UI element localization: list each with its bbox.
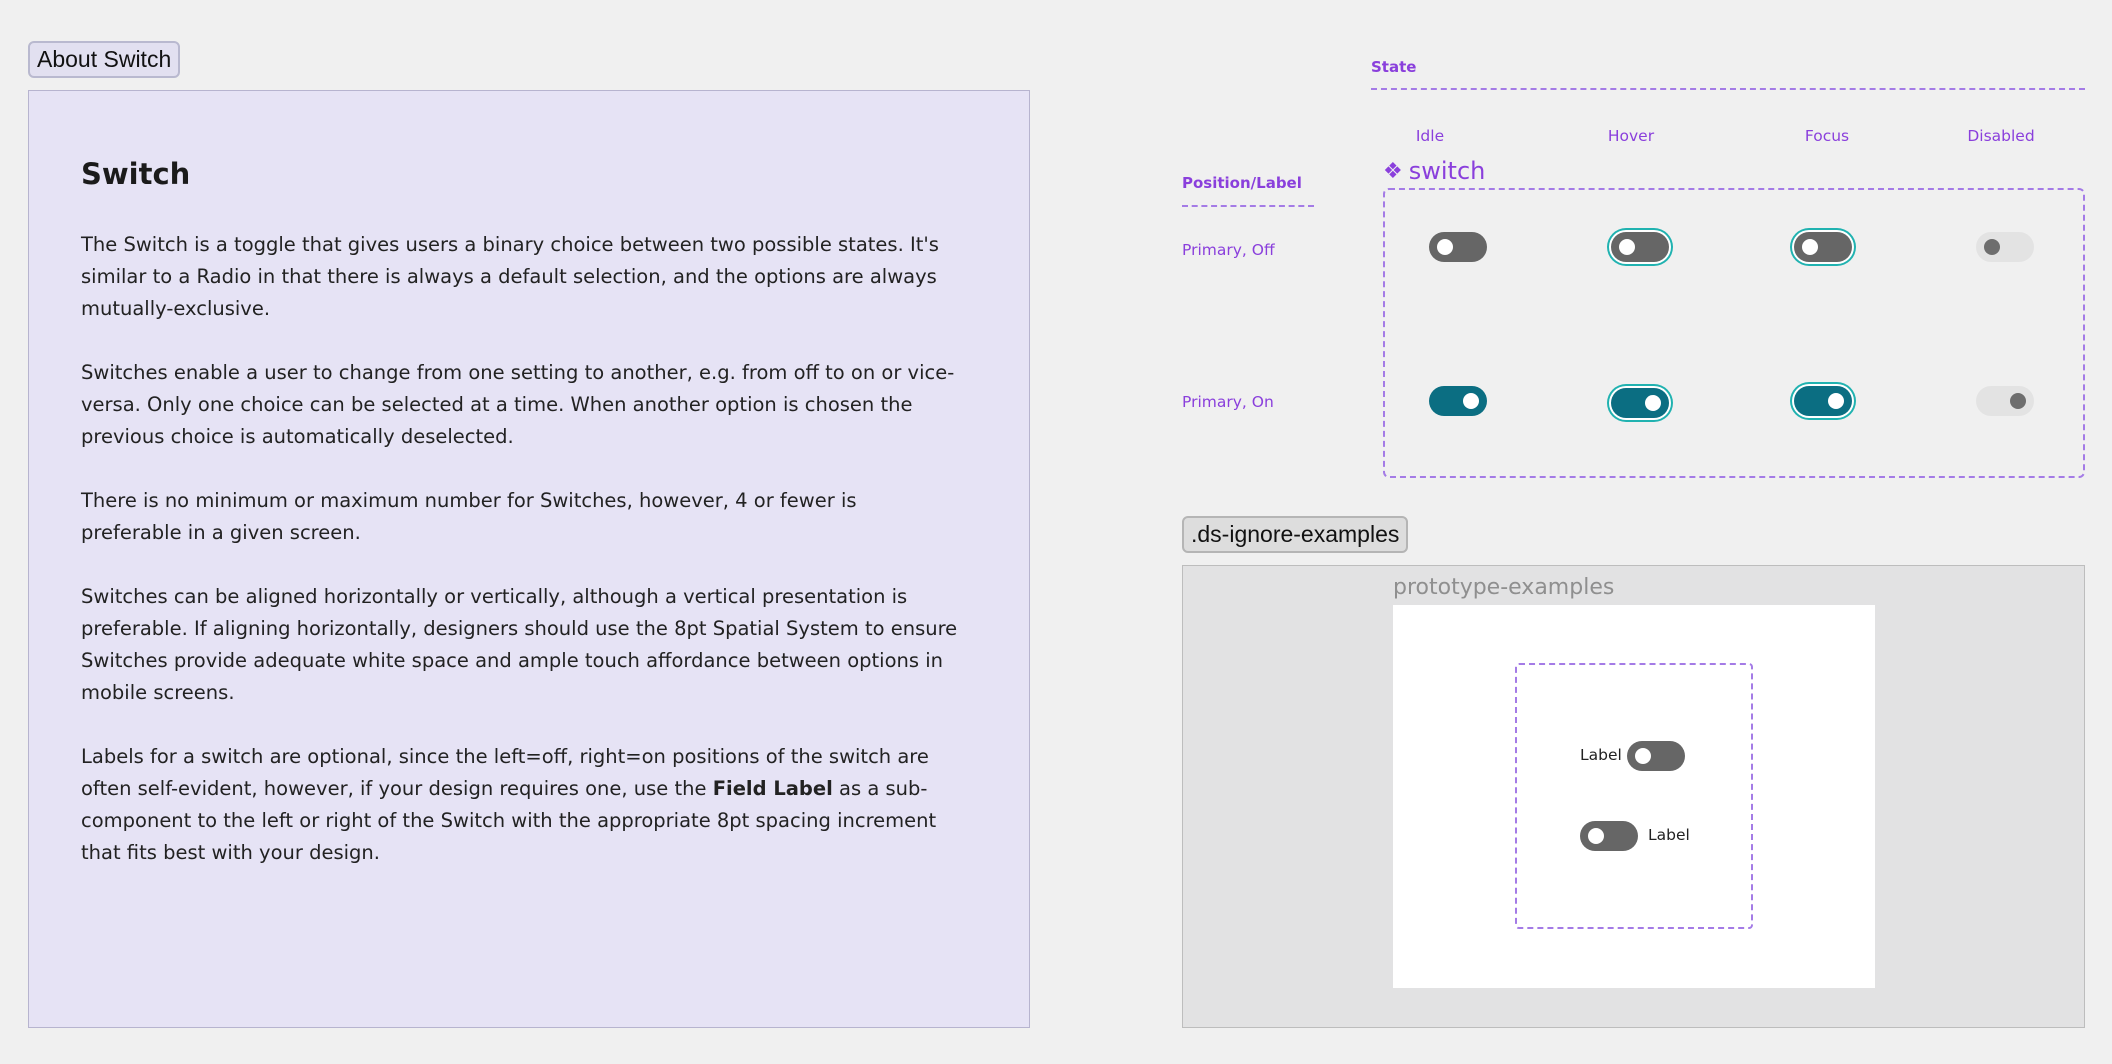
state-header: State: [1371, 58, 1417, 76]
component-diamond-icon: ❖: [1383, 158, 1403, 184]
about-paragraph-5: [81, 741, 961, 869]
switch-on-idle[interactable]: [1429, 386, 1487, 416]
component-name: switch: [1408, 157, 1486, 185]
switch-knob: [1463, 393, 1479, 409]
example-switch-label-left[interactable]: [1627, 741, 1685, 771]
row-primary-on: Primary, On: [1182, 393, 1274, 411]
switch-knob: [1828, 393, 1844, 409]
switch-knob: [1635, 748, 1651, 764]
about-paragraph-2: Switches enable a user to change from one setting to another, e.g. from off to on or vice-versa. Only one choice can be selected at a time. When another option is chosen the previous choice is automatically deselected.: [81, 361, 955, 448]
about-paragraph-4: Switches can be aligned horizontally or vertically, although a vertical presentation is preferable. If aligning horizontally, designers should use the 8pt Spatial System to ensure Switches provide adequate white space and ample touch affordance between options in mobile screens.: [81, 585, 958, 704]
position-label-header: Position/Label: [1182, 174, 1302, 192]
example-label-right: Label: [1648, 826, 1690, 844]
switch-knob: [1588, 828, 1604, 844]
component-title: [1383, 157, 1485, 185]
about-title: Switch: [81, 157, 191, 191]
position-divider: [1182, 205, 1314, 207]
about-p5-after: as a sub-component to the left or right of the Switch with the appropriate 8pt spacing increment that fits best with your design.: [81, 777, 937, 864]
switch-knob: [1645, 395, 1661, 411]
about-body: [81, 229, 961, 901]
switch-knob: [1437, 239, 1453, 255]
switch-variants-frame: [1383, 188, 2085, 478]
about-paragraph-1: The Switch is a toggle that gives users a binary choice between two possible states. It's similar to a Radio in that there is always a default selection, and the options are always mutually-exclusive.: [81, 233, 939, 320]
ds-ignore-examples-tag[interactable]: .ds-ignore-examples: [1182, 516, 1408, 553]
column-focus: Focus: [1804, 127, 1850, 145]
switch-off-focus[interactable]: [1794, 232, 1852, 262]
switch-knob: [1802, 239, 1818, 255]
about-paragraph-3: There is no minimum or maximum number for Switches, however, 4 or fewer is preferable in a given screen.: [81, 489, 857, 544]
switch-off-idle[interactable]: [1429, 232, 1487, 262]
example-switch-label-right[interactable]: [1580, 821, 1638, 851]
switch-off-disabled: [1976, 232, 2034, 262]
column-disabled: Disabled: [1967, 127, 2035, 145]
about-panel: [28, 90, 1030, 1028]
prototype-examples-frame: [1515, 663, 1753, 929]
prototype-examples-label: prototype-examples: [1393, 575, 1615, 600]
example-label-left: Label: [1580, 746, 1622, 764]
state-divider: [1371, 88, 2085, 90]
switch-on-hover[interactable]: [1611, 388, 1669, 418]
switch-knob: [1619, 239, 1635, 255]
switch-knob: [2010, 393, 2026, 409]
row-primary-off: Primary, Off: [1182, 241, 1275, 259]
switch-off-hover[interactable]: [1611, 232, 1669, 262]
switch-knob: [1984, 239, 2000, 255]
switch-on-focus[interactable]: [1794, 386, 1852, 416]
about-p5-before: Labels for a switch are optional, since the left=off, right=on positions of the switch are often self-evident, however, if your design requires one, use the: [81, 745, 929, 800]
switch-on-disabled: [1976, 386, 2034, 416]
about-switch-tag[interactable]: About Switch: [28, 41, 180, 78]
field-label-emphasis: Field Label: [712, 777, 833, 800]
column-idle: Idle: [1415, 127, 1445, 145]
column-hover: Hover: [1607, 127, 1655, 145]
